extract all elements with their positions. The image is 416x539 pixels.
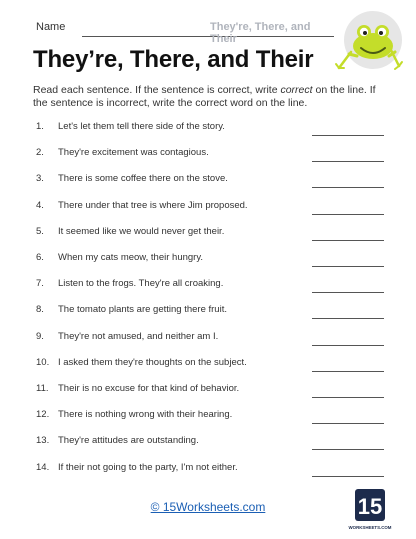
answer-line[interactable] bbox=[312, 345, 384, 346]
question-row bbox=[0, 462, 416, 478]
answer-line[interactable] bbox=[312, 292, 384, 293]
answer-line[interactable] bbox=[312, 240, 384, 241]
question-row bbox=[0, 121, 416, 137]
question-text: They're not amused, and neither am I. bbox=[58, 330, 219, 342]
brand-number: 15 bbox=[357, 494, 383, 519]
answer-line[interactable] bbox=[312, 371, 384, 372]
question-text: They're excitement was contagious. bbox=[58, 147, 209, 159]
instructions-italic-word: correct bbox=[280, 84, 313, 96]
answer-line[interactable] bbox=[312, 187, 384, 188]
question-text: The tomato plants are getting there fruit. bbox=[58, 304, 227, 316]
question-number: 10. bbox=[36, 356, 50, 368]
question-number: 9. bbox=[36, 330, 44, 342]
question-number: 14. bbox=[36, 461, 50, 473]
instructions bbox=[33, 84, 388, 110]
question-number: 12. bbox=[36, 409, 50, 421]
copyright-link[interactable]: © 15Worksheets.com bbox=[150, 500, 266, 514]
question-row bbox=[0, 357, 416, 373]
question-row bbox=[0, 252, 416, 268]
answer-line[interactable] bbox=[312, 266, 384, 267]
name-row bbox=[36, 21, 336, 45]
question-row bbox=[0, 331, 416, 347]
frog-icon bbox=[335, 6, 405, 76]
question-row bbox=[0, 435, 416, 451]
question-number: 8. bbox=[36, 304, 44, 316]
question-number: 7. bbox=[36, 278, 44, 290]
answer-line[interactable] bbox=[312, 161, 384, 162]
question-number: 1. bbox=[36, 121, 44, 132]
header-worksheet-title: They're, There, and Their bbox=[210, 21, 311, 45]
question-number: 4. bbox=[36, 199, 44, 211]
question-text: Listen to the frogs. They're all croaking. bbox=[58, 278, 224, 290]
question-row bbox=[0, 226, 416, 242]
question-row bbox=[0, 278, 416, 294]
question-row bbox=[0, 147, 416, 163]
question-row bbox=[0, 173, 416, 189]
page-title: They’re, There, and Their bbox=[33, 46, 314, 73]
answer-line[interactable] bbox=[312, 423, 384, 424]
question-number: 3. bbox=[36, 173, 44, 185]
question-row bbox=[0, 304, 416, 320]
question-text: There is some coffee there on the stove. bbox=[58, 173, 228, 185]
question-number: 5. bbox=[36, 225, 44, 237]
question-text: When my cats meow, their hungry. bbox=[58, 252, 204, 263]
question-row bbox=[0, 383, 416, 399]
question-row bbox=[0, 200, 416, 216]
question-text: There under that tree is where Jim proposed. bbox=[58, 199, 248, 211]
name-label: Name bbox=[36, 21, 66, 33]
question-text: It seemed like we would never get their. bbox=[58, 225, 225, 237]
answer-line[interactable] bbox=[312, 476, 384, 477]
question-text: Let's let them tell there side of the story. bbox=[58, 121, 225, 132]
question-text: Their is no excuse for that kind of behavior. bbox=[58, 383, 240, 394]
instructions-part-1: Read each sentence. If the sentence is correct, write bbox=[33, 84, 281, 96]
question-number: 6. bbox=[36, 252, 44, 263]
question-row bbox=[0, 409, 416, 425]
question-number: 2. bbox=[36, 147, 44, 159]
fifteen-worksheets-logo bbox=[348, 488, 392, 532]
question-text: I asked them they're thoughts on the subject. bbox=[58, 356, 247, 368]
question-number: 11. bbox=[36, 383, 49, 394]
answer-line[interactable] bbox=[312, 214, 384, 215]
question-text: There is nothing wrong with their hearing. bbox=[58, 409, 233, 421]
question-number: 13. bbox=[36, 435, 50, 447]
answer-line[interactable] bbox=[312, 318, 384, 319]
brand-logo bbox=[348, 488, 392, 532]
question-text: If their not going to the party, I'm not either. bbox=[58, 461, 238, 473]
brand-wordmark: WORKSHEETS.COM bbox=[348, 525, 392, 530]
instructions-part-2: on the line. If the sentence is incorrect, write the correct word on the line. bbox=[33, 84, 376, 109]
answer-line[interactable] bbox=[312, 449, 384, 450]
question-text: They're attitudes are outstanding. bbox=[58, 435, 199, 447]
answer-line[interactable] bbox=[312, 135, 384, 136]
answer-line[interactable] bbox=[312, 397, 384, 398]
